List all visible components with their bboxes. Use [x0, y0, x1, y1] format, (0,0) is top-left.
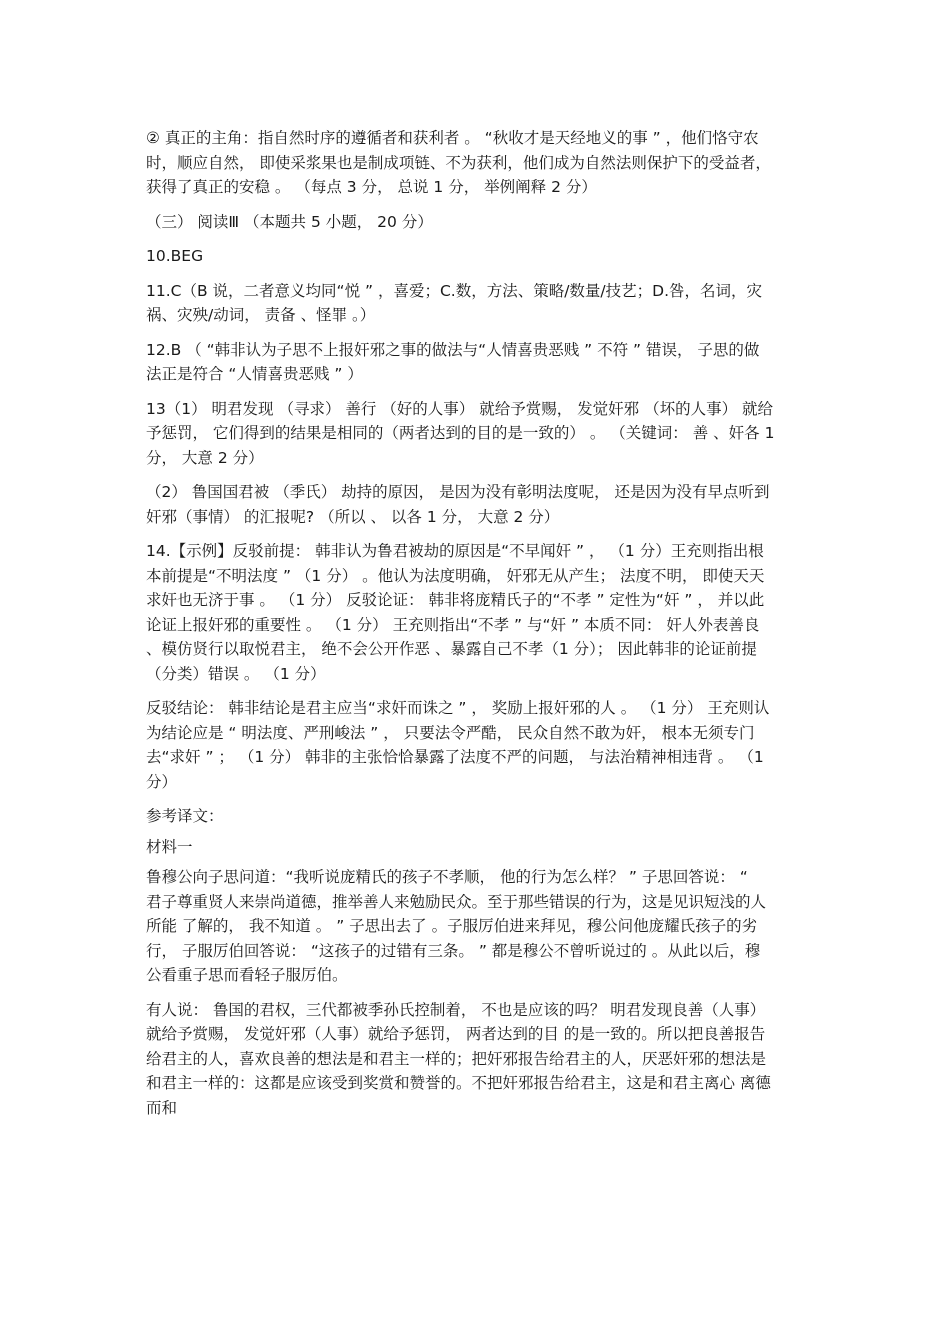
text-line: （分类）错误 。 （1 分）: [146, 664, 326, 683]
text-line: 、模仿贤行以取悦君主， 绝不会公开作恶 、暴露自己不孝（1 分）； 因此韩非的论证前提: [146, 640, 757, 658]
text-line: 获得了真正的安稳 。 （每点 3 分， 总说 1 分， 举例阐释 2 分）: [146, 178, 597, 196]
text-line: 去“求奸 ” ； （1 分） 韩非的主张恰恰暴露了法度不严的问题， 与法治精神相违背 。 （1: [146, 748, 764, 766]
text-line: 祸、灾殃/动词， 责备 、怪罪 。）: [146, 306, 376, 324]
text-line: 鲁穆公向子思问道：“我听说庞精氏的孩子不孝顺， 他的行为怎么样？ ” 子思回答说： “: [146, 868, 748, 886]
answer-q14-premise: [146, 539, 818, 686]
answer-q13-part-2: [146, 480, 818, 529]
text-line: 求奸也无济于事 。 （1 分） 反驳论证： 韩非将庞精氏子的“不孝 ” 定性为“奸 ” ， 并以此: [146, 591, 765, 609]
text-line: 论证上报奸邪的重要性 。 （1 分） 王充则指出“不孝 ” 与“奸 ” 本质不同： 奸人外表善良: [146, 615, 760, 634]
text-line: 就给予赏赐， 发觉奸邪（人事）就给予惩罚， 两者达到的目 的是一致的。所以把良善报告: [146, 1025, 766, 1043]
translation-paragraph-1: [146, 865, 818, 988]
text-line: 10.BEG: [146, 247, 204, 265]
text-line: 行， 子服厉伯回答说： “这孩子的过错有三条。 ” 都是穆公不曾听说过的 。从此以后，穆: [146, 941, 761, 960]
text-line: 为结论应是 “ 明法度、严刑峻法 ” ， 只要法令严酷， 民众自然不敢为奸， 根本无须专门: [146, 723, 755, 742]
text-line: 材料一: [146, 837, 193, 856]
paragraph-true-protagonist: [146, 126, 818, 200]
answer-q12: [146, 338, 818, 387]
text-line: 和君主一样的：这都是应该受到奖赏和赞誉的。不把奸邪报告给君主，这是和君主离心 离德: [146, 1074, 771, 1092]
text-line: （2） 鲁国国君被 （季氏） 劫持的原因， 是因为没有彰明法度呢， 还是因为没有早点听到: [146, 483, 770, 501]
answer-q10: [146, 244, 818, 269]
answer-q11: [146, 279, 818, 328]
text-line: 11.C（B 说，二者意义均同“悦 ” ，喜爱；C.数，方法、策略/数量/技艺；D.咎，名词，灾: [146, 281, 763, 300]
text-line: 14.【示例】反驳前提： 韩非认为鲁君被劫的原因是“不早闻奸 ” ， （1 分）王充则指出根: [146, 542, 764, 560]
text-line: 奸邪（事情） 的汇报呢? （所以 、 以各 1 分， 大意 2 分）: [146, 507, 560, 526]
text-line: 分， 大意 2 分）: [146, 448, 264, 467]
text-line: 公看重子思而看轻子服厉伯。: [146, 966, 348, 984]
text-line: 反驳结论： 韩非结论是君主应当“求奸而诛之 ” ， 奖励上报奸邪的人 。 （1 分） 王充则认: [146, 699, 770, 717]
text-line: 有人说： 鲁国的君权，三代都被季孙氏控制着， 不也是应该的吗？ 明君发现良善（人事）: [146, 1000, 766, 1019]
text-line: （三） 阅读Ⅲ （本题共 5 小题， 20 分）: [146, 212, 433, 231]
document-page: [146, 126, 818, 1130]
text-line: 参考译文：: [146, 807, 224, 825]
text-line: 君子尊重贤人来崇尚道德，推举善人来勉励民众。至于那些错误的行为，这是见识短浅的人: [146, 892, 767, 911]
text-line: 分）: [146, 772, 178, 791]
section-heading-reading-3: [146, 210, 818, 235]
text-line: 12.B （ “韩非认为子思不上报奸邪之事的做法与“人情喜贵恶贱 ” 不符 ” 错误， 子思的做: [146, 340, 760, 359]
text-line: 给君主的人，喜欢良善的想法是和君主一样的；把奸邪报告给君主的人，厌恶奸邪的想法是: [146, 1049, 767, 1068]
translation-paragraph-2: [146, 998, 818, 1121]
text-line: 所能 了解的， 我不知道 。 ” 子思出去了 。子服厉伯进来拜见，穆公问他庞耀氏孩子的劣: [146, 917, 758, 935]
text-line: 而和: [146, 1098, 178, 1117]
reference-translation-heading: [146, 804, 818, 829]
text-line: 13（1） 明君发现 （寻求） 善行 （好的人事） 就给予赏赐， 发觉奸邪 （坏的人事） 就给: [146, 399, 774, 418]
text-line: 时，顺应自然， 即使采浆果也是制成项链、不为获利，他们成为自然法则保护下的受益者，: [146, 153, 771, 172]
text-line: 予惩罚， 它们得到的结果是相同的（两者达到的目的是一致的） 。 （关键词： 善 、奸各 1: [146, 424, 775, 442]
answer-q13-part-1: [146, 397, 818, 471]
answer-q14-conclusion: [146, 696, 818, 794]
text-line: ② 真正的主角：指自然时序的遵循者和获利者 。 “秋收才是天经地义的事 ” ，他们恪守农: [146, 129, 759, 147]
text-line: 法正是符合 “人情喜贵恶贱 ” ）: [146, 365, 363, 383]
material-1-heading: [146, 835, 818, 860]
text-line: 本前提是“不明法度 ” （1 分） 。他认为法度明确， 奸邪无从产生； 法度不明， 即使天天: [146, 566, 765, 585]
